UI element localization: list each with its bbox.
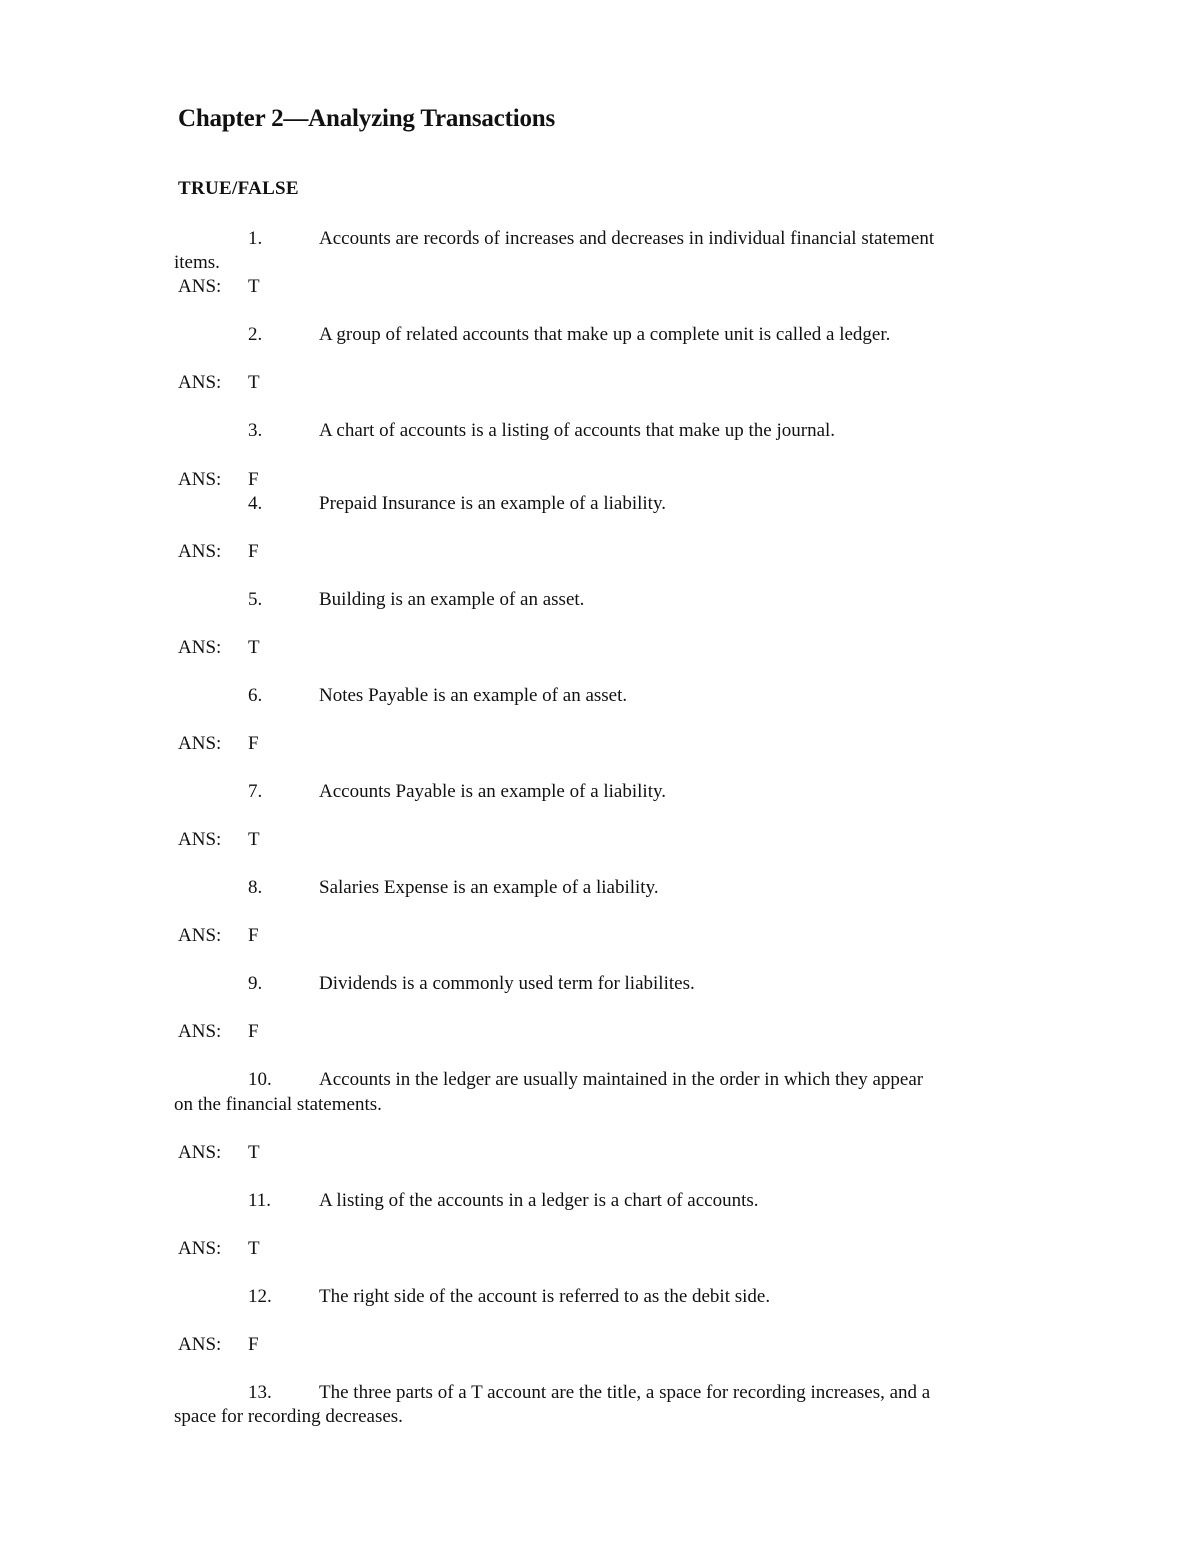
answer-7-label: ANS: <box>178 829 222 850</box>
answer-11-value: T <box>248 1238 260 1259</box>
question-3-text: A chart of accounts is a listing of accounts that make up the journal. <box>319 420 836 441</box>
answer-10-value: T <box>248 1142 260 1163</box>
question-2-number: 2. <box>248 324 263 345</box>
answer-2-label: ANS: <box>178 372 222 393</box>
answer-1-value: T <box>248 276 260 297</box>
question-12-number: 12. <box>248 1286 272 1307</box>
question-9-number: 9. <box>248 973 263 994</box>
question-6-text: Notes Payable is an example of an asset. <box>319 685 628 706</box>
section-heading: TRUE/FALSE <box>178 178 299 199</box>
question-10-number: 10. <box>248 1069 272 1090</box>
answer-5-label: ANS: <box>178 637 222 658</box>
question-6-number: 6. <box>248 685 263 706</box>
question-11-number: 11. <box>248 1190 272 1211</box>
question-5-text: Building is an example of an asset. <box>319 589 585 610</box>
answer-12-value: F <box>248 1334 259 1355</box>
answer-10-label: ANS: <box>178 1142 222 1163</box>
question-10-continuation: on the financial statements. <box>174 1094 382 1115</box>
question-13-continuation: space for recording decreases. <box>174 1406 403 1427</box>
question-1-number: 1. <box>248 228 263 249</box>
answer-6-label: ANS: <box>178 733 222 754</box>
answer-2-value: T <box>248 372 260 393</box>
answer-5-value: T <box>248 637 260 658</box>
question-5-number: 5. <box>248 589 263 610</box>
answer-7-value: T <box>248 829 260 850</box>
question-7-number: 7. <box>248 781 263 802</box>
question-12-text: The right side of the account is referred to as the debit side. <box>319 1286 771 1307</box>
answer-9-label: ANS: <box>178 1021 222 1042</box>
question-8-text: Salaries Expense is an example of a liability. <box>319 877 659 898</box>
answer-3-value: F <box>248 469 259 490</box>
answer-3-label: ANS: <box>178 469 222 490</box>
answer-4-value: F <box>248 541 259 562</box>
question-13-number: 13. <box>248 1382 272 1403</box>
question-11-text: A listing of the accounts in a ledger is a chart of accounts. <box>319 1190 759 1211</box>
question-4-text: Prepaid Insurance is an example of a liability. <box>319 493 666 514</box>
answer-11-label: ANS: <box>178 1238 222 1259</box>
question-2-text: A group of related accounts that make up a complete unit is called a ledger. <box>319 324 891 345</box>
answer-4-label: ANS: <box>178 541 222 562</box>
answer-6-value: F <box>248 733 259 754</box>
question-1-continuation: items. <box>174 252 220 273</box>
question-9-text: Dividends is a commonly used term for liabilites. <box>319 973 695 994</box>
question-4-number: 4. <box>248 493 263 514</box>
answer-1-label: ANS: <box>178 276 222 297</box>
answer-9-value: F <box>248 1021 259 1042</box>
chapter-title: Chapter 2—Analyzing Transactions <box>178 105 555 132</box>
question-3-number: 3. <box>248 420 263 441</box>
answer-12-label: ANS: <box>178 1334 222 1355</box>
question-10-text: Accounts in the ledger are usually maintained in the order in which they appear <box>319 1069 924 1090</box>
question-7-text: Accounts Payable is an example of a liability. <box>319 781 667 802</box>
question-13-text: The three parts of a T account are the title, a space for recording increases, and a <box>319 1382 931 1403</box>
answer-8-value: F <box>248 925 259 946</box>
question-1-text: Accounts are records of increases and decreases in individual financial statement <box>319 228 935 249</box>
answer-8-label: ANS: <box>178 925 222 946</box>
question-8-number: 8. <box>248 877 263 898</box>
